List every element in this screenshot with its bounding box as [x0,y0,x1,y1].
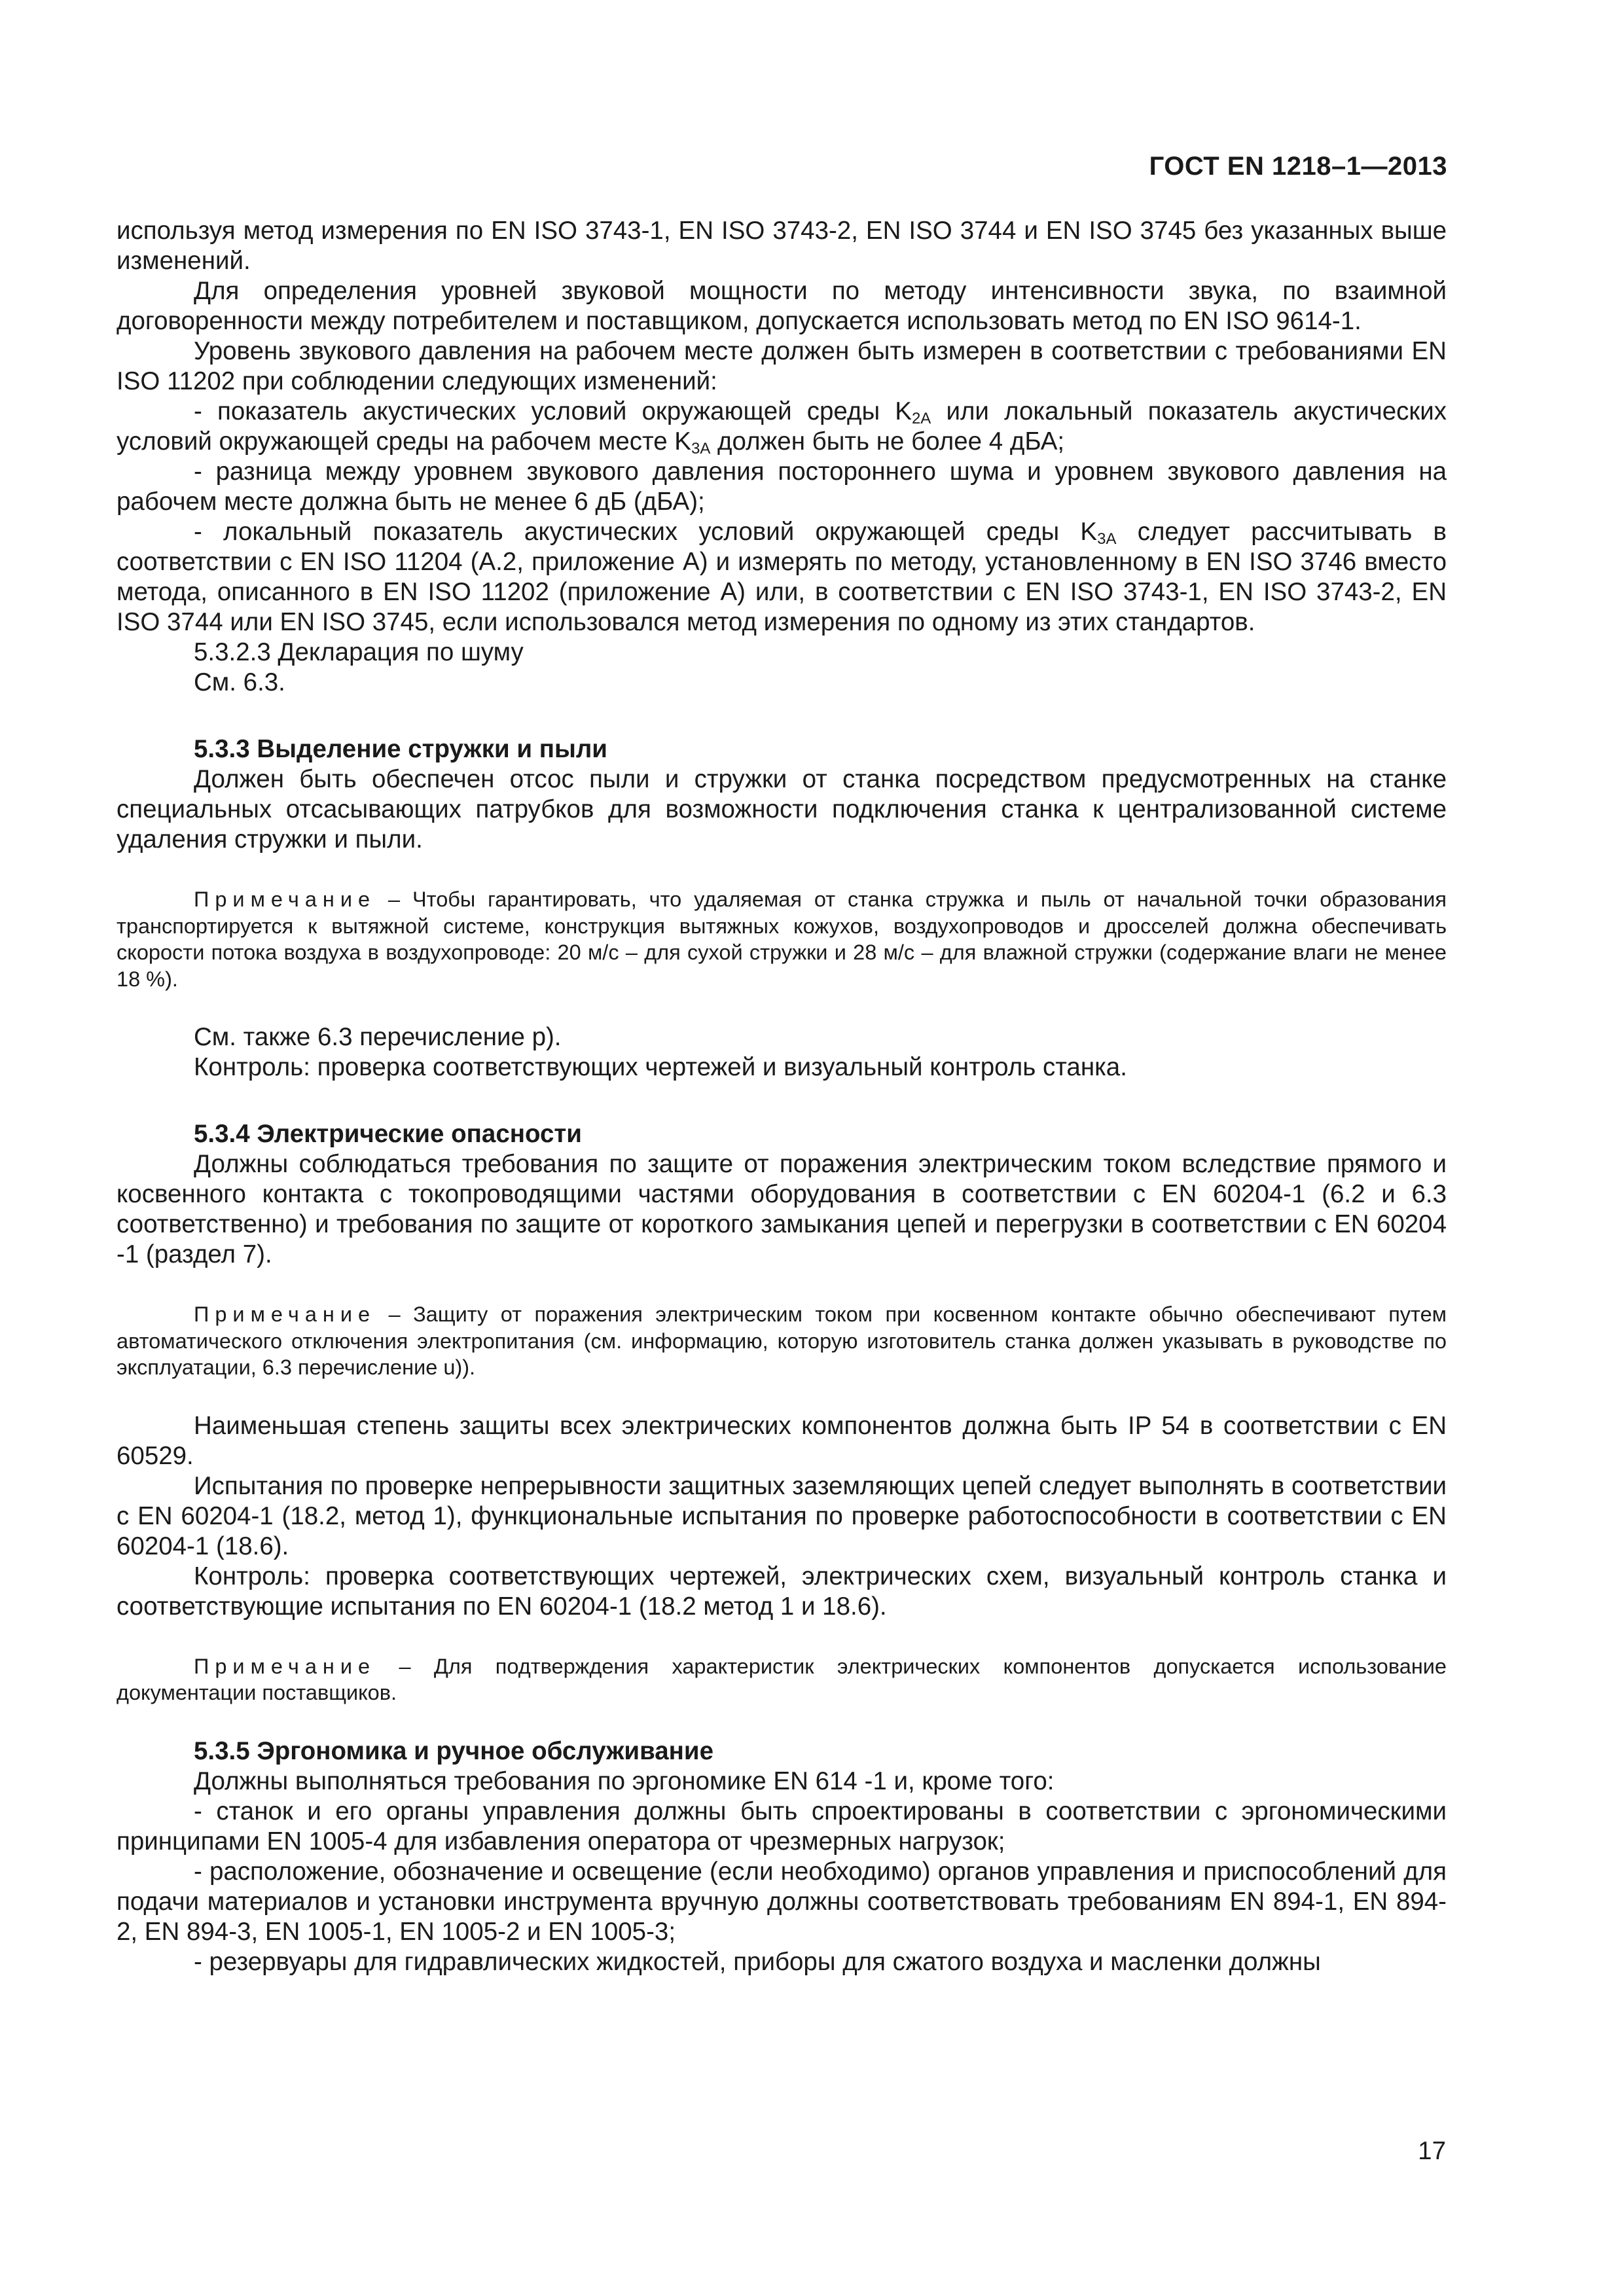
section-heading: 5.3.3 Выделение стружки и пыли [194,735,607,763]
list-item: - станок и его органы управления должны быть спроектированы в соответствии с эргономическими принципами EN 1005-4 для избавления оператора от чрезмерных нагрузок; [117,1797,1447,1856]
paragraph: См. также 6.3 перечисление р). [194,1023,562,1051]
subsection-title: 5.3.2.3 Декларация по шуму [194,638,524,666]
text-fragment: или локальный показатель акустических условий окружающей среды на рабочем месте K [117,397,1447,456]
note-text: – Для подтверждения характеристик электрических компонентов допускается использование документации поставщиков. [117,1654,1447,1704]
list-item: - разница между уровнем звукового давления постороннего шума и уровнем звукового давления на рабочем месте должна быть не менее 6 дБ (дБА); [117,457,1447,516]
subscript: 2A [911,410,931,427]
note-label: Примечание [194,888,376,911]
note [117,886,1447,992]
paragraph: Для определения уровней звуковой мощности по методу интенсивности звука, по взаимной договоренности между потребителем и поставщиком, допускается использовать метод по EN ISO 9614-1. [117,277,1447,335]
paragraph: Испытания по проверке непрерывности защитных заземляющих цепей следует выполнять в соответствии с EN 60204-1 (18.2, метод 1), функциональные испытания по проверке работоспособности в соответствии с EN 60204-1 (18.6). [117,1471,1447,1560]
document-code-header: ГОСТ EN 1218–1—2013 [1149,152,1447,181]
paragraph: Контроль: проверка соответствующих чертежей, электрических схем, визуальный контроль станка и соответствующие испытания по EN 60204-1 (18.2 метод 1 и 18.6). [117,1562,1447,1621]
paragraph: Уровень звукового давления на рабочем месте должен быть измерен в соответствии с требованиями EN ISO 11202 при соблюдении следующих изменений: [117,337,1447,395]
text-fragment: - локальный показатель акустических условий окружающей среды K [194,518,1098,546]
paragraph: Наименьшая степень защиты всех электрических компонентов должна быть IP 54 в соответствии с EN 60529. [117,1411,1447,1470]
paragraph: Должны выполняться требования по эргономике EN 614 -1 и, кроме того: [194,1767,1055,1795]
note-text: – Защиту от поражения электрическим током при косвенном контакте обычно обеспечивают путем автоматического отключения электропитания (см. информацию, которую изготовитель станка должен указывать в руководстве по эксплуатации, 6.3 перечисление u)). [117,1302,1447,1379]
list-item: - расположение, обозначение и освещение (если необходимо) органов управления и приспособлений для подачи материалов и установки инструмента вручную должны соответствовать требованиям EN 894-1, EN 894-2, EN 894-3, EN 1005-1, EN 1005-2 и EN 1005-3; [117,1857,1447,1946]
subscript: 3A [691,440,711,457]
text-fragment: следует рассчитывать в соответствии с EN ISO 11204 (А.2, приложение А) и измерять по методу, установленному в EN ISO 3746 вместо метода, описанного в EN ISO 11202 (приложение А) или, в соответствии с EN ISO 3743-1, EN ISO 3743-2, EN ISO 3744 или EN ISO 3745, если использовался метод измерения по одному из этих стандартов. [117,518,1447,636]
paragraph: Должны соблюдаться требования по защите от поражения электрическим током вследствие прямого и косвенного контакта с токопроводящими частями оборудования в соответствии с EN 60204-1 (6.2 и 6.3 соответственно) и требования по защите от короткого замыкания цепей и перегрузки в соответствии с EN 60204 -1 (раздел 7). [117,1150,1447,1268]
paragraph: См. 6.3. [194,668,285,696]
paragraph: Должен быть обеспечен отсос пыли и стружки от станка посредством предусмотренных на станке специальных отсасывающих патрубков для возможности подключения станка к централизованной системе удаления стружки и пыли. [117,765,1447,853]
list-item [117,397,1447,457]
paragraph: используя метод измерения по EN ISO 3743-1, EN ISO 3743-2, EN ISO 3744 и EN ISO 3745 без указанных выше изменений. [117,217,1447,275]
subscript: 3A [1097,530,1117,548]
list-item [117,517,1447,637]
text-fragment: должен быть не более 4 дБА; [710,427,1065,456]
note-label: Примечание [194,1302,376,1326]
note [117,1653,1447,1706]
text-fragment: - показатель акустических условий окружающей среды K [194,397,912,425]
page-number: 17 [1418,2137,1446,2165]
list-item: - резервуары для гидравлических жидкостей, приборы для сжатого воздуха и масленки должны [194,1947,1321,1976]
page-content [117,216,1447,1977]
section-heading: 5.3.5 Эргономика и ручное обслуживание [194,1736,713,1765]
paragraph: Контроль: проверка соответствующих чертежей и визуальный контроль станка. [194,1053,1127,1081]
note-text: – Чтобы гарантировать, что удаляемая от станка стружка и пыль от начальной точки образования транспортируется к вытяжной системе, конструкция вытяжных кожухов, воздухопроводов и дросселей должна обеспечивать скорости потока воздуха в воздухопроводе: 20 м/с – для сухой стружки и 28 м/с – для влажной стружки (содержание влаги не менее 18 %). [117,888,1447,991]
note [117,1301,1447,1381]
note-label: Примечание [194,1654,376,1678]
section-heading: 5.3.4 Электрические опасности [194,1120,582,1148]
